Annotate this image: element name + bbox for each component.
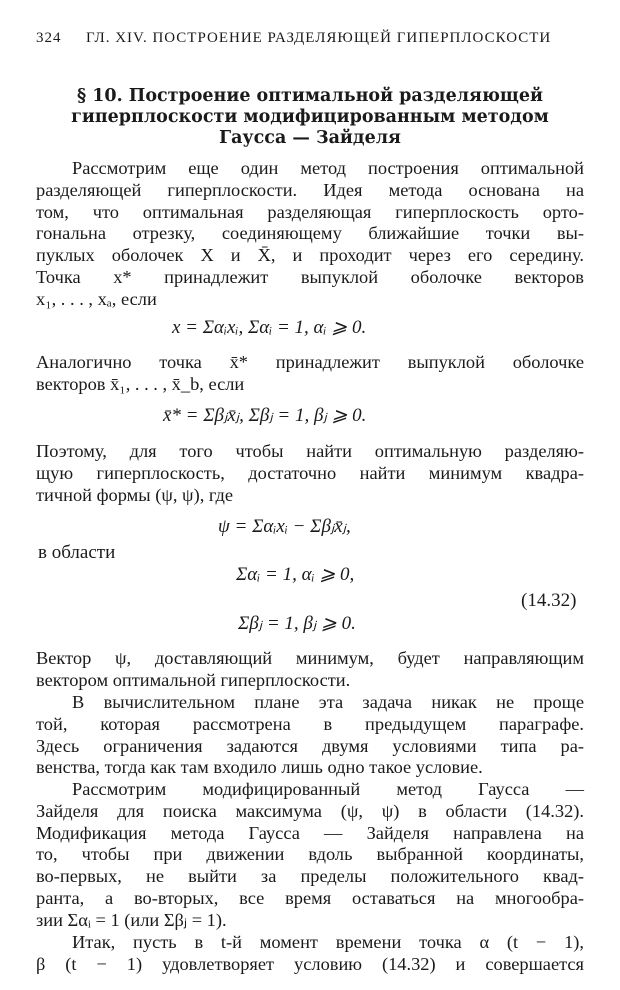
text-line: тичной формы (ψ, ψ), где: [36, 484, 234, 505]
text-line: Аналогично точка x̄* принадлежит выпуклой оболочке: [36, 352, 584, 372]
text-line: Здесь ограничения задаются двумя условиями типа ра-: [36, 735, 584, 756]
text-line: Итак, пусть в t-й момент времени точка α (t − 1),: [72, 932, 584, 952]
section-title-line: Гаусса — Зайделя: [219, 128, 401, 148]
formula-alpha-constraint: Σαᵢ = 1, αᵢ ⩾ 0,: [236, 564, 355, 585]
text-line: том, что оптимальная разделяющая гиперплоскость орто-: [36, 201, 584, 222]
text-line: во-первых, не выйти за пределы положительного квад-: [36, 866, 584, 887]
text-line: щую гиперплоскость, достаточно найти минимум квадра-: [36, 462, 584, 483]
formula-psi: ψ = Σαᵢxᵢ − Σβⱼx̄ⱼ,: [218, 516, 351, 537]
text-line: Вектор ψ, доставляющий минимум, будет направляющим: [36, 648, 584, 668]
section-title: [60, 86, 560, 149]
running-title: ГЛ. XIV. ПОСТРОЕНИЕ РАЗДЕЛЯЮЩЕЙ ГИПЕРПЛОСКОСТИ: [86, 30, 552, 46]
text-line: той, которая рассмотрена в предыдущем параграфе.: [36, 713, 584, 734]
text-line: Точка x* принадлежит выпуклой оболочке векторов: [36, 266, 584, 287]
text-line: то, чтобы при движении вдоль выбранной координаты,: [36, 844, 584, 865]
formula-convex-hull-xbar: x̄* = Σβⱼx̄ⱼ, Σβⱼ = 1, βⱼ ⩾ 0.: [163, 405, 367, 426]
text-line: x₁, . . . , xₐ, если: [36, 288, 157, 309]
text-line: гональна отрезку, соединяющему ближайшие точки вы-: [36, 223, 584, 244]
text-line: Зайделя для поиска максимума (ψ, ψ) в области (14.32).: [36, 800, 584, 821]
running-head: [36, 30, 586, 47]
text-line: Модификация метода Гаусса — Зайделя направлена на: [36, 822, 584, 843]
text-line: Поэтому, для того чтобы найти оптимальную разделяю-: [36, 441, 584, 461]
in-region-label: в области: [38, 542, 116, 563]
formula-beta-constraint: Σβⱼ = 1, βⱼ ⩾ 0.: [238, 613, 356, 634]
page-number: 324: [36, 30, 62, 46]
paragraph-7: [36, 932, 584, 976]
paragraph-6: [36, 779, 584, 932]
paragraph-1: [36, 158, 584, 311]
text-line: венства, тогда как там входило лишь одно такое условие.: [36, 757, 483, 778]
equation-number: (14.32): [521, 590, 577, 611]
section-title-line: гиперплоскости модифицированным методом: [71, 107, 549, 127]
text-line: зии Σαᵢ = 1 (или Σβⱼ = 1).: [36, 909, 227, 930]
text-line: Рассмотрим еще один метод построения оптимальной: [72, 158, 584, 178]
text-line: пуклых оболочек X и X̄, и проходит через его середину.: [36, 245, 584, 266]
paragraph-4: [36, 648, 584, 692]
text-line: β (t − 1) удовлетворяет условию (14.32) и совершается: [36, 953, 584, 974]
text-line: В вычислительном плане эта задача никак не проще: [72, 692, 584, 712]
paragraph-2: [36, 352, 584, 396]
paragraph-3: [36, 441, 584, 506]
formula-convex-hull-x: x = Σαᵢxᵢ, Σαᵢ = 1, αᵢ ⩾ 0.: [172, 317, 367, 338]
section-title-line: § 10. Построение оптимальной разделяющей: [77, 86, 543, 106]
text-line: вектором оптимальной гиперплоскости.: [36, 669, 351, 690]
text-line: векторов x̄₁, . . . , x̄_b, если: [36, 373, 245, 394]
paragraph-5: [36, 692, 584, 779]
text-line: разделяющей гиперплоскости. Идея метода основана на: [36, 179, 584, 200]
text-line: ранта, а во-вторых, все время оставаться на многообра-: [36, 887, 584, 908]
text-line: Рассмотрим модифицированный метод Гаусса —: [72, 779, 584, 799]
